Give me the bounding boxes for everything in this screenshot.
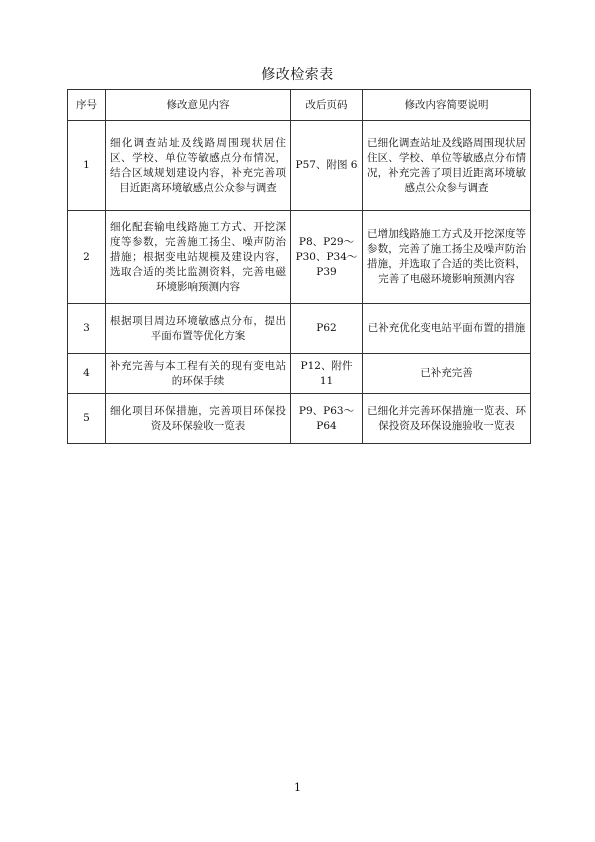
row-number: 3 <box>68 304 106 354</box>
header-opinion: 修改意见内容 <box>106 90 291 121</box>
row-pages: P12、附件 11 <box>291 354 363 394</box>
row-number: 4 <box>68 354 106 394</box>
row-summary: 已增加线路施工方式及开挖深度等参数，完善了施工扬尘及噪声防治措施，并选取了合适的类比资料，完善了电磁环境影响预测内容 <box>363 211 531 304</box>
row-number: 1 <box>68 121 106 211</box>
row-number: 5 <box>68 394 106 444</box>
table-row <box>68 121 531 211</box>
table-header-row <box>68 90 531 121</box>
row-opinion: 补充完善与本工程有关的现有变电站的环保手续 <box>106 354 291 394</box>
header-pages: 改后页码 <box>291 90 363 121</box>
table-row <box>68 304 531 354</box>
row-pages: P57、附图 6 <box>291 121 363 211</box>
header-number: 序号 <box>68 90 106 121</box>
page-number: 1 <box>294 781 301 794</box>
row-summary: 已细化并完善环保措施一览表、环保投资及环保设施验收一览表 <box>363 394 531 444</box>
table-row <box>68 354 531 394</box>
header-summary: 修改内容简要说明 <box>363 90 531 121</box>
table-row <box>68 394 531 444</box>
row-summary: 已补充优化变电站平面布置的措施 <box>363 304 531 354</box>
row-pages: P9、P63～P64 <box>291 394 363 444</box>
row-summary: 已补充完善 <box>363 354 531 394</box>
row-opinion: 细化配套输电线路施工方式、开挖深度等参数，完善施工扬尘、噪声防治措施；根据变电站规模及建设内容，选取合适的类比监测资料，完善电磁环境影响预测内容 <box>106 211 291 304</box>
row-pages: P62 <box>291 304 363 354</box>
row-pages: P8、P29～P30、P34～P39 <box>291 211 363 304</box>
document-title: 修改检索表 <box>261 67 334 83</box>
table-row <box>68 211 531 304</box>
row-opinion: 根据项目周边环境敏感点分布，提出平面布置等优化方案 <box>106 304 291 354</box>
revision-index-table <box>67 89 531 444</box>
row-opinion: 细化项目环保措施，完善项目环保投资及环保验收一览表 <box>106 394 291 444</box>
row-number: 2 <box>68 211 106 304</box>
row-summary: 已细化调查站址及线路周围现状居住区、学校、单位等敏感点分布情况，补充完善了项目近距离环境敏感点公众参与调查 <box>363 121 531 211</box>
row-opinion: 细化调查站址及线路周围现状居住区、学校、单位等敏感点分布情况，结合区域规划建设内容，补充完善项目近距离环境敏感点公众参与调查 <box>106 121 291 211</box>
